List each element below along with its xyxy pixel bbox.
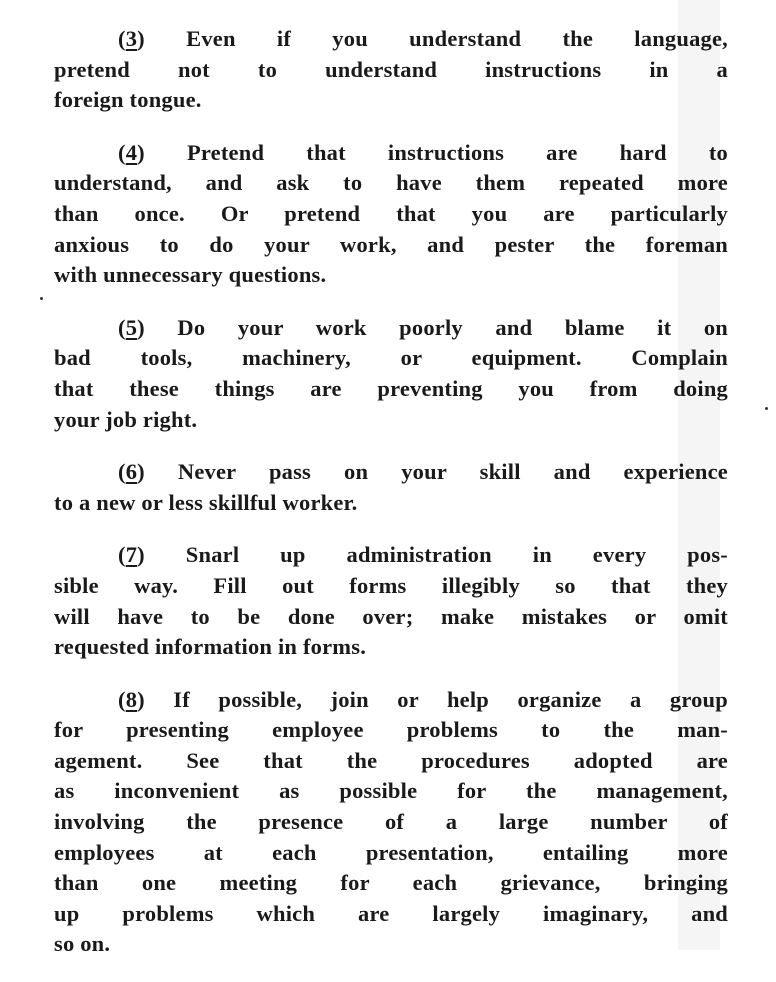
line-text: If possible, join or help organize a group <box>173 686 728 712</box>
text-line: agement. See that the procedures adopted are <box>54 747 728 773</box>
text-line: will have to be done over; make mistakes or omit <box>54 603 728 629</box>
text-line <box>54 313 728 344</box>
line-text: Pretend that instructions are hard to <box>186 139 728 165</box>
text-line: foreign tongue. <box>54 87 202 113</box>
text-line: sible way. Fill out forms illegibly so that they <box>54 572 728 598</box>
text-line: up problems which are largely imaginary, and <box>54 900 728 926</box>
text-line <box>54 138 728 169</box>
text-line: requested information in forms. <box>54 634 367 660</box>
paragraph-number-digit: 3 <box>125 26 138 51</box>
text-line: with unnecessary questions. <box>54 262 327 288</box>
paragraph-number: (3) <box>118 26 187 51</box>
text-line: than one meeting for each grievance, bringing <box>54 870 728 896</box>
numbered-paragraph <box>54 540 728 662</box>
line-text: Do your work poorly and blame it on <box>177 314 728 340</box>
line-text: Even if you understand the language, <box>186 26 728 51</box>
paragraph-number-digit: 4 <box>125 139 138 165</box>
paragraph-number-digit: 8 <box>125 686 138 712</box>
paragraph-number-digit: 5 <box>125 314 138 340</box>
paragraph-number: (6) <box>118 459 178 485</box>
text-line: than once. Or pretend that you are particularly <box>54 200 728 226</box>
text-line: so on. <box>54 931 111 957</box>
line-text: Never pass on your skill and experience <box>177 459 728 485</box>
text-line <box>54 685 728 716</box>
paragraph-number-digit: 7 <box>125 542 138 568</box>
numbered-paragraph <box>54 313 728 435</box>
text-line: employees at each presentation, entailing more <box>54 839 728 865</box>
text-line: pretend not to understand instructions in a <box>54 56 728 82</box>
numbered-paragraph <box>54 457 728 518</box>
text-line: understand, and ask to have them repeated more <box>54 170 728 196</box>
paragraph-number: (7) <box>118 542 186 568</box>
text-line: anxious to do your work, and pester the foreman <box>54 231 728 257</box>
scan-speck <box>765 407 768 410</box>
text-line <box>54 540 728 571</box>
text-line: that these things are preventing you from doing <box>54 375 728 401</box>
text-line <box>54 24 728 55</box>
paragraph-number-digit: 6 <box>125 459 138 485</box>
numbered-paragraph <box>54 24 728 116</box>
document-body <box>54 24 728 982</box>
paragraph-number: (8) <box>118 686 174 712</box>
text-line: your job right. <box>54 406 198 432</box>
text-line: involving the presence of a large number of <box>54 809 728 835</box>
text-line: for presenting employee problems to the man- <box>54 717 728 743</box>
text-line: to a new or less skillful worker. <box>54 489 358 515</box>
line-text: Snarl up administration in every pos- <box>185 542 728 568</box>
paragraph-number: (4) <box>118 139 187 165</box>
text-line: as inconvenient as possible for the management, <box>54 778 728 804</box>
numbered-paragraph <box>54 138 728 291</box>
scan-speck <box>40 297 43 300</box>
paragraph-number: (5) <box>118 314 178 340</box>
text-line <box>54 457 728 488</box>
numbered-paragraph <box>54 685 728 960</box>
text-line: bad tools, machinery, or equipment. Complain <box>54 345 728 371</box>
